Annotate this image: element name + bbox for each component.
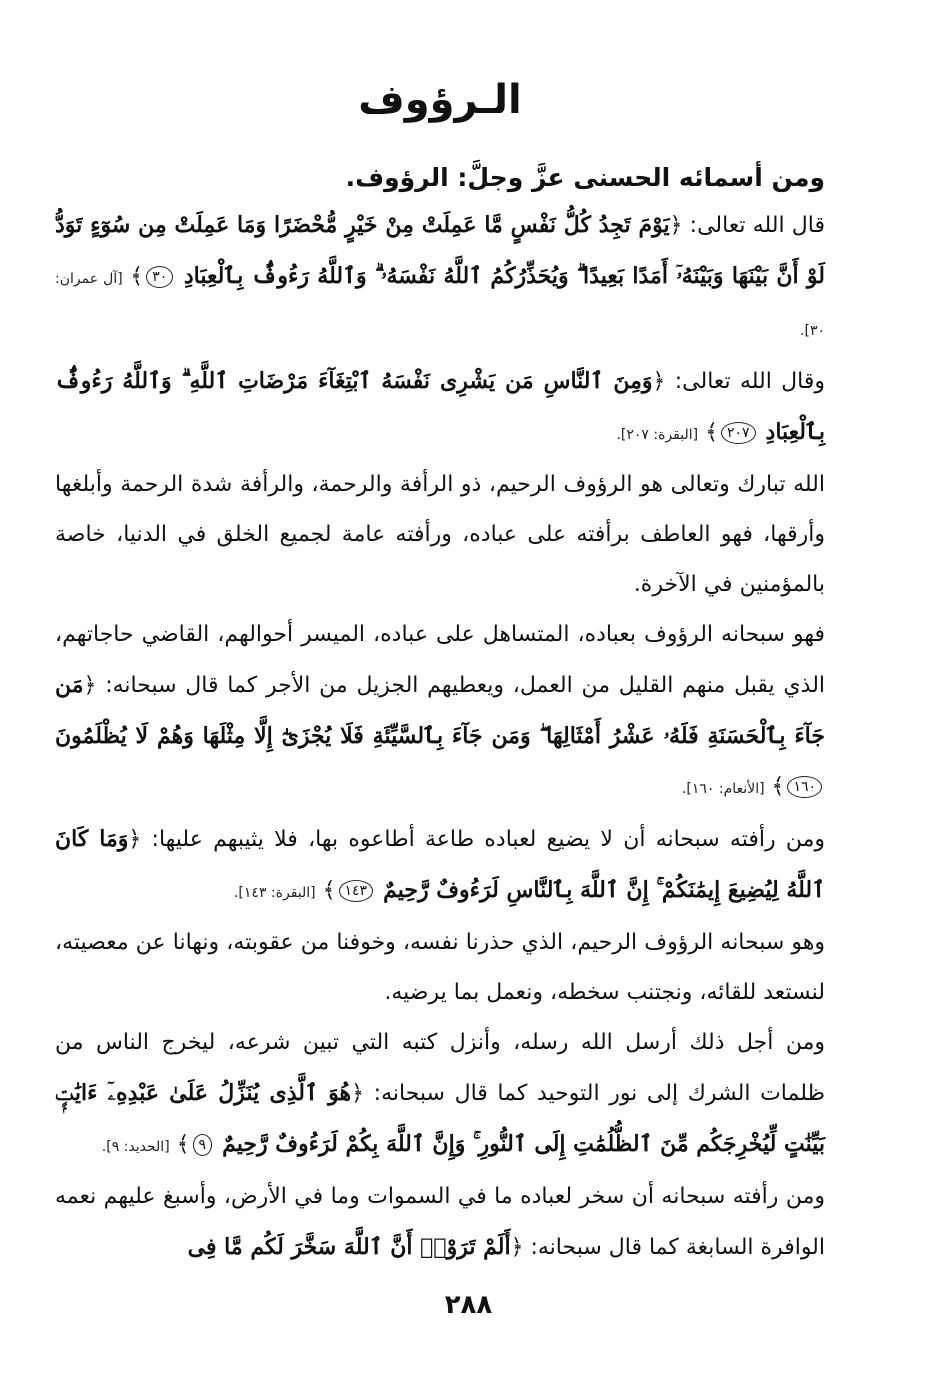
paragraph-6: وهو سبحانه الرؤوف الرحيم، الذي حذرنا نفسه، وخوفنا من عقوبته، ونهانا عن معصيته، لنستعد للقائه، ونجتنب سخطه، ونعمل بما يرضيه. xyxy=(55,930,825,1005)
quran-verse: يَوْمَ تَجِدُ كُلُّ نَفْسٍ مَّا عَمِلَتْ مِنْ خَيْرٍ مُّحْضَرًا وَمَا عَمِلَتْ مِن سُوٓءٍ تَوَدُّ لَوْ أَنَّ بَيْنَهَا وَبَيْنَهُۥٓ أَمَدًا بَعِيدًا ۗ وَيُحَذِّرُكُمُ ٱللَّهُ نَفْسَهُۥ ۗ وَٱللَّهُ رَءُوفٌۢ بِٱلْعِبَادِ xyxy=(55,212,825,289)
close-bracket: ﴾ xyxy=(771,774,785,799)
paragraph-4 xyxy=(55,610,825,814)
verse-reference: [آل عمران: ٣٠]. xyxy=(55,271,825,339)
paragraph-2 xyxy=(55,356,825,460)
verse-number: ٩ xyxy=(193,1134,213,1156)
verse-reference: [الحديد: ٩]. xyxy=(101,1139,170,1155)
quran-verse: أَلَمْ تَرَوْا۟ أَنَّ ٱللَّهَ سَخَّرَ لَكُم مَّا فِى xyxy=(187,1234,511,1260)
close-bracket: ﴾ xyxy=(705,420,718,445)
paragraph-7-lead: ومن أجل ذلك أرسل الله رسله، وأنزل كتبه التي تبين شرعه، ليخرج الناس من ظلمات الشرك إلى نور التوحيد كما قال سبحانه: xyxy=(55,1030,825,1106)
open-bracket: ﴿ xyxy=(128,827,142,852)
quran-verse: هُوَ ٱلَّذِى يُنَزِّلُ عَلَىٰ عَبْدِهِۦٓ ءَايَٰتٍۭ بَيِّنَٰتٍ لِّيُخْرِجَكُم مِّنَ ٱلظُّلُمَٰتِ إِلَى ٱلنُّورِ ۚ وَإِنَّ ٱللَّهَ بِكُمْ لَرَءُوفٌ رَّحِيمٌ xyxy=(55,1080,825,1157)
verse-number: ١٦٠ xyxy=(787,776,822,798)
paragraph-7 xyxy=(55,1018,825,1172)
paragraph-8 xyxy=(55,1172,825,1273)
paragraph-1 xyxy=(55,200,825,356)
verse-reference: [البقرة: ٢٠٧]. xyxy=(616,427,699,443)
page-title: الـرؤوف xyxy=(358,77,522,123)
open-bracket: ﴿ xyxy=(669,213,683,238)
open-bracket: ﴿ xyxy=(510,1235,524,1260)
paragraph-2-lead: وقال الله تعالى: xyxy=(674,369,825,394)
close-bracket: ﴾ xyxy=(176,1132,190,1157)
paragraph-8-lead: ومن رأفته سبحانه أن سخر لعباده ما في السموات وما في الأرض، وأسبغ عليهم نعمه الوافرة السابغة كما قال سبحانه: xyxy=(55,1184,825,1260)
quran-verse: مَن جَآءَ بِٱلْحَسَنَةِ فَلَهُۥ عَشْرُ أَمْثَالِهَا ۖ وَمَن جَآءَ بِٱلسَّيِّئَةِ فَلَا يُجْزَىٰٓ إِلَّا مِثْلَهَا وَهُمْ لَا يُظْلَمُونَ xyxy=(55,672,825,749)
section-heading: ومن أسمائه الحسنى عزَّ وجلَّ: الرؤوف. xyxy=(345,163,825,192)
paragraph-5 xyxy=(55,814,825,918)
quran-verse: وَمَا كَانَ ٱللَّهُ لِيُضِيعَ إِيمَٰنَكُمْ ۚ إِنَّ ٱللَّهَ بِٱلنَّاسِ لَرَءُوفٌ رَّحِيمٌ xyxy=(55,826,825,903)
page-number: ٢٨٨ xyxy=(444,1290,493,1320)
close-bracket: ﴾ xyxy=(322,878,336,903)
verse-number: ٣٠ xyxy=(146,266,173,288)
verse-number: ١٤٣ xyxy=(339,880,374,902)
page-content xyxy=(55,70,825,1273)
open-bracket: ﴿ xyxy=(652,369,666,394)
verse-number: ٢٠٧ xyxy=(721,422,756,444)
quran-verse: وَمِنَ ٱلنَّاسِ مَن يَشْرِى نَفْسَهُ ٱبْتِغَآءَ مَرْضَاتِ ٱللَّهِ ۗ وَٱللَّهُ رَءُوفٌۢ بِٱلْعِبَادِ xyxy=(55,368,825,445)
close-bracket: ﴾ xyxy=(130,264,144,289)
paragraph-3: الله تبارك وتعالى هو الرؤوف الرحيم، ذو الرأفة والرحمة، والرأفة شدة الرحمة وأبلغها وأرقها، فهو العاطف برأفته على عباده، ورأفته عامة لجميع الخلق في الدنيا، خاصة بالمؤمنين في الآخرة. xyxy=(55,472,825,597)
paragraph-4-lead: فهو سبحانه الرؤوف بعباده، المتساهل على عباده، الميسر أحوالهم، القاضي حاجاتهم، الذي يقبل منهم القليل من العمل، ويعطيهم الجزيل من الأجر كما قال سبحانه: xyxy=(55,622,826,698)
paragraph-5-lead: ومن رأفته سبحانه أن لا يضيع لعباده طاعة أطاعوه بها، فلا يثيبهم عليها: xyxy=(151,827,825,852)
verse-reference: [البقرة: ١٤٣]. xyxy=(233,885,316,901)
paragraph-1-lead: قال الله تعالى: xyxy=(689,213,825,238)
open-bracket: ﴿ xyxy=(83,673,97,698)
verse-reference: [الأنعام: ١٦٠]. xyxy=(681,781,765,797)
open-bracket: ﴿ xyxy=(351,1081,365,1106)
